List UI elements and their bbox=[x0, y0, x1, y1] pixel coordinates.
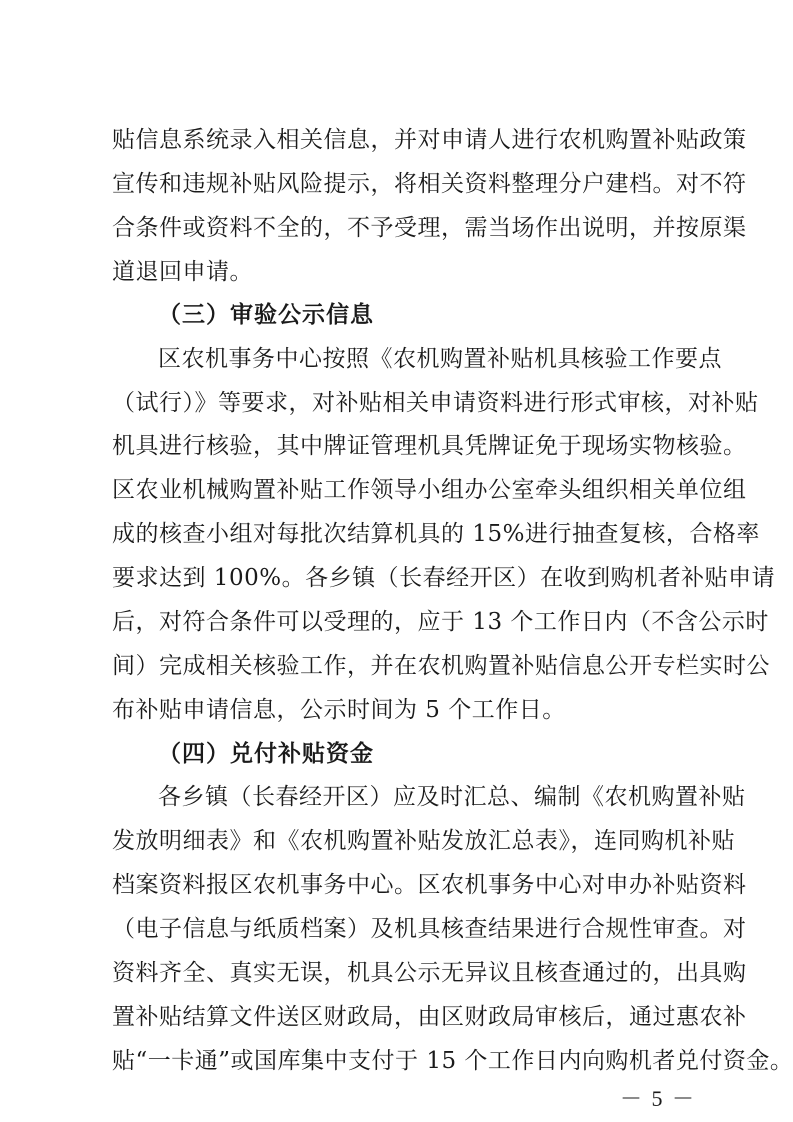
paragraph-line: 发放明细表》和《农机购置补贴发放汇总表》，连同购机补贴 bbox=[112, 828, 735, 854]
paragraph-line: 区农机事务中心按照《农机购置补贴机具核验工作要点 bbox=[158, 346, 722, 372]
paragraph-line: （电子信息与纸质档案）及机具核查结果进行合规性审查。对 bbox=[112, 916, 747, 942]
paragraph-line: 合条件或资料不全的，不予受理，需当场作出说明，并按原渠 bbox=[112, 215, 747, 241]
paragraph-line: 置补贴结算文件送区财政局，由区财政局审核后，通过惠农补 bbox=[112, 1004, 747, 1030]
paragraph-line: 区农业机械购置补贴工作领导小组办公室牵头组织相关单位组 bbox=[112, 477, 747, 503]
paragraph-line: 贴信息系统录入相关信息，并对申请人进行农机购置补贴政策 bbox=[112, 127, 747, 153]
section-heading-4: （四）兑付补贴资金 bbox=[158, 741, 374, 767]
paragraph-line: 资料齐全、真实无误，机具公示无异议且核查通过的，出具购 bbox=[112, 960, 747, 986]
paragraph-line: 要求达到 100%。各乡镇（长春经开区）在收到购机者补贴申请 bbox=[112, 565, 776, 591]
paragraph-line: 布补贴申请信息，公示时间为 5 个工作日。 bbox=[112, 697, 566, 723]
paragraph-line: 档案资料报区农机事务中心。区农机事务中心对申办补贴资料 bbox=[112, 872, 747, 898]
paragraph-line: 各乡镇（长春经开区）应及时汇总、编制《农机购置补贴 bbox=[158, 784, 746, 810]
page-number: － 5 － bbox=[620, 1086, 697, 1111]
paragraph-line: 间）完成相关核验工作，并在农机购置补贴信息公开专栏实时公 bbox=[112, 653, 770, 679]
paragraph-line: 宣传和违规补贴风险提示，将相关资料整理分户建档。对不符 bbox=[112, 171, 747, 197]
section-heading-3: （三）审验公示信息 bbox=[158, 302, 374, 328]
paragraph-line: 贴“一卡通”或国库集中支付于 15 个工作日内向购机者兑付资金。 bbox=[112, 1048, 793, 1074]
paragraph-line: 机具进行核验，其中牌证管理机具凭牌证免于现场实物核验。 bbox=[112, 433, 747, 459]
paragraph-line: 成的核查小组对每批次结算机具的 15%进行抽查复核，合格率 bbox=[112, 521, 760, 547]
paragraph-line: 道退回申请。 bbox=[112, 259, 253, 285]
paragraph-line: 后，对符合条件可以受理的，应于 13 个工作日内（不含公示时 bbox=[112, 609, 769, 635]
paragraph-line: （试行）》等要求，对补贴相关申请资料进行形式审核，对补贴 bbox=[112, 390, 759, 416]
